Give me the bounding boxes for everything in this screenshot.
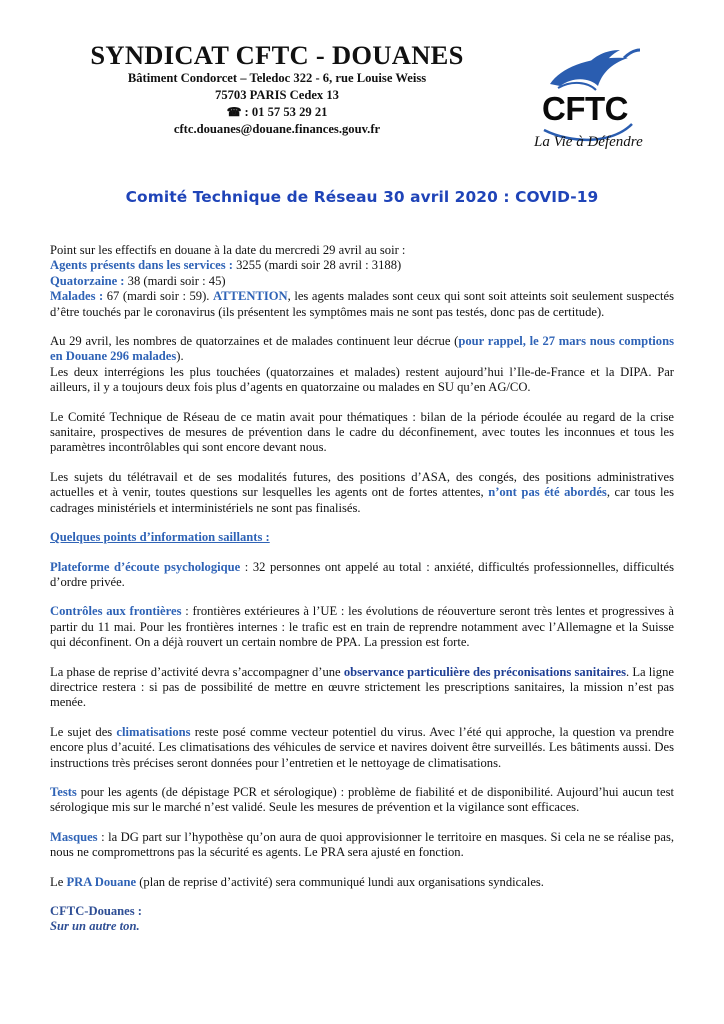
- document-title: Comité Technique de Réseau 30 avril 2020 : COVID-19: [125, 188, 599, 206]
- clim-end: reste posé comme vecteur potentiel du virus. Avec l’été qui approche, la question va prendre encore plus d’acuité. Les climatisations des véhicules de service et navires doivent être surveillés. Les bâtiments aussi. Des instructions très précises seront données pour l’entretien et le nettoyage de climatisations.: [50, 724, 674, 770]
- paragraph-tests: [50, 785, 674, 816]
- plateforme-text: : 32 personnes ont appelé au total : anxiété, difficultés professionnelles, difficultés d’ordre privée.: [50, 559, 674, 589]
- teletravail-end: , car tous les cadrages ministériels et interministériels ne sont pas finalisés.: [50, 485, 674, 515]
- attention-label: ATTENTION: [212, 289, 288, 304]
- clim-highlight: climatisations: [116, 724, 191, 739]
- address-line-2: 75703 PARIS Cedex 13: [215, 88, 339, 102]
- letterhead: [42, 40, 682, 158]
- masques-text: : la DG part sur l’hypothèse qu’on aura de quoi approvisionner le territoire en masques. Si cela ne se réalise pas, nous ne compromettrons pas la sécurité es agents. Le PRA sera ajusté en fonction.: [50, 829, 674, 860]
- teletravail-highlight: n’ont pas été abordés: [488, 485, 607, 500]
- tests-text: pour les agents (de dépistage PCR et sérologique) : problème de fiabilité et de disponibilité. Aujourd’hui aucun test sérologique mis sur le marché n’est validé. Seule les mesures de prévention et la vigilance sont efficaces.: [50, 784, 674, 815]
- malades-label: Malades :: [50, 289, 104, 304]
- cftc-logo: [532, 44, 642, 156]
- decrue-text: Au 29 avril, les nombres de quatorzaines et de malades continuent leur décrue (: [50, 334, 459, 349]
- phone-icon: ☎: [226, 105, 242, 119]
- malades-paragraph: [50, 289, 674, 320]
- paragraph-teletravail: [50, 470, 674, 516]
- intro-line: Point sur les effectifs en douane à la date du mercredi 29 avril au soir :: [50, 243, 406, 257]
- plateforme-label: Plateforme d’écoute psychologique: [50, 559, 241, 574]
- teletravail-text: Les sujets du télétravail et de ses modalités futures, des positions d’ASA, des congés, des positions administratives actuelles et à venir, toutes questions sur lesquelles les agents ont de fortes attentes,: [50, 469, 674, 500]
- email-line: cftc.douanes@douane.finances.gouv.fr: [173, 122, 381, 136]
- logo-wordmark: CFTC: [542, 90, 628, 127]
- section-heading-text: Quelques points d’information saillants :: [50, 530, 270, 545]
- document-body: [50, 243, 674, 935]
- decrue-highlight: pour rappel, le 27 mars nous comptions en Douane 296 malades: [50, 334, 674, 364]
- phone-number: : 01 57 53 29 21: [244, 105, 328, 119]
- malades-value: 67 (mardi soir : 59).: [103, 289, 213, 304]
- paragraph-frontieres: [50, 604, 674, 650]
- paragraph-interregions: Les deux interrégions les plus touchées (quatorzaines et malades) restent aujourd’hui l’Ile-de-France et la DIPA. Par ailleurs, il y a toujours deux fois plus d’agents en quatorzaine ou malades en SU qu’en AG/CO.: [50, 364, 674, 395]
- pra-label: PRA Douane: [66, 874, 137, 889]
- paragraph-climatisations: [50, 725, 674, 771]
- paragraph-decrue: [50, 334, 674, 365]
- signature-line-1: CFTC-Douanes :: [50, 904, 143, 918]
- pra-text: (plan de reprise d’activité) sera communiqué lundi aux organisations syndicales.: [136, 874, 544, 889]
- frontieres-label: Contrôles aux frontières: [50, 604, 182, 619]
- letterhead-text: [42, 40, 512, 138]
- reprise-highlight: observance particulière des préconisations sanitaires: [343, 664, 627, 679]
- section-heading: [50, 530, 674, 545]
- paragraph-masques: [50, 830, 674, 861]
- malades-text: , les agents malades sont ceux qui sont soit atteints soit seulement suspectés d’être touchés par le coronavirus (ils présentent les symptômes mais ne sont pas testés, donc pas de certitude).: [50, 289, 674, 319]
- paragraph-ctr: Le Comité Technique de Réseau de ce matin avait pour thématiques : bilan de la période écoulée au regard de la crise sanitaire, prospectives de mesures de prévention dans le cadre du déconfinement, avec toutes les inconnues et tous les paramètres incontrôlables qui sont encore devant nous.: [50, 409, 674, 455]
- reprise-end: . La ligne directrice restera : si pas de possibilité de mettre en œuvre strictement les prescriptions sanitaires, la mission n’est pas menée.: [50, 664, 674, 710]
- logo-tagline: La Vie à Défendre: [534, 134, 643, 150]
- reprise-text: La phase de reprise d’activité devra s’accompagner d’une: [50, 664, 344, 679]
- union-name: SYNDICAT CFTC - DOUANES: [90, 40, 464, 70]
- paragraph-plateforme: [50, 560, 674, 591]
- signature-line-2: Sur un autre ton.: [50, 919, 140, 934]
- pra-prefix: Le: [50, 874, 67, 889]
- quatorzaine-label: Quatorzaine :: [50, 273, 125, 288]
- quatorzaine-line: [50, 274, 674, 289]
- agents-value: 3255 (mardi soir 28 avril : 3188): [232, 258, 402, 273]
- clim-text: Le sujet des: [50, 724, 117, 739]
- address-line-1: Bâtiment Condorcet – Teledoc 322 - 6, rue Louise Weiss: [127, 71, 427, 85]
- decrue-close: ).: [176, 349, 184, 364]
- frontieres-text: : frontières extérieures à l’UE : les évolutions de réouverture seront très lentes et progressives à partir du 11 mai. Pour les frontières internes : le trafic est en train de reprendre notamment avec l’Allemagne et la Suisse qui déconfinent. On a déjà rouvert un certain nombre de PPA. La pression est forte.: [50, 604, 675, 650]
- agents-line: [50, 258, 674, 273]
- agents-label: Agents présents dans les services :: [50, 258, 233, 273]
- paragraph-pra: [50, 875, 674, 890]
- phone-line: [42, 104, 512, 121]
- tests-label: Tests: [50, 784, 77, 799]
- paragraph-reprise: [50, 665, 674, 711]
- masques-label: Masques: [50, 829, 98, 844]
- quatorzaine-value: 38 (mardi soir : 45): [124, 273, 226, 288]
